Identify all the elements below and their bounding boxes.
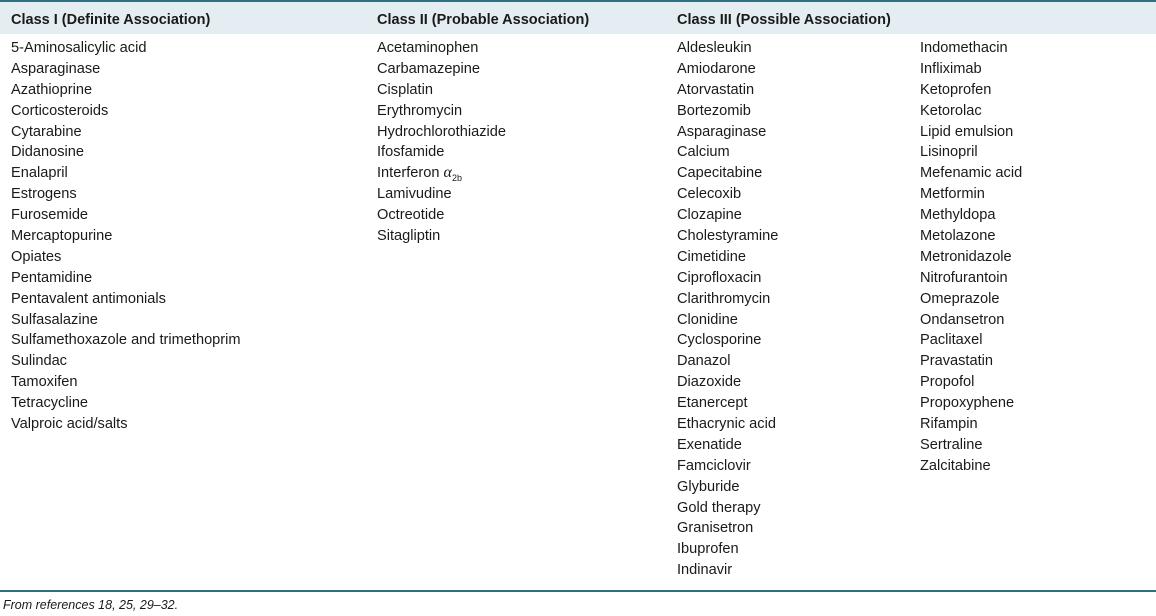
drug-name: Zalcitabine: [920, 457, 991, 474]
drug-list-item: [677, 289, 778, 310]
drug-list-item: [677, 518, 778, 539]
drug-name: Propofol: [920, 374, 975, 391]
drug-list-item: [677, 205, 778, 226]
drug-name: Rifampin: [920, 416, 978, 433]
drug-list-item: [377, 101, 506, 122]
drug-name: Didanosine: [11, 144, 85, 161]
drug-list-item: [677, 477, 778, 498]
drug-name: Ketorolac: [920, 102, 982, 119]
drug-list-item: [11, 184, 241, 205]
drug-name: Omeprazole: [920, 290, 1000, 307]
drug-list-item: [377, 142, 506, 163]
drug-list-item: [920, 122, 1022, 143]
drug-name: Clonidine: [677, 311, 738, 328]
drug-list-item: [11, 247, 241, 268]
drug-name: Sulindac: [11, 353, 67, 370]
drug-name: Indinavir: [677, 562, 733, 579]
drug-name: Ifosfamide: [377, 144, 445, 161]
header-class-3: Class III (Possible Association): [677, 12, 891, 28]
drug-list-item: [677, 560, 778, 581]
drug-list-item: [11, 80, 241, 101]
drug-name: Paclitaxel: [920, 332, 983, 349]
drug-list-item: [377, 59, 506, 80]
drug-list-item: [11, 101, 241, 122]
drug-name: Atorvastatin: [677, 81, 755, 98]
drug-list-item: [11, 122, 241, 143]
drug-list-item: [377, 38, 506, 59]
table-header-row: [0, 2, 1156, 34]
drug-list-item: [677, 539, 778, 560]
drug-list-item: [920, 456, 1022, 477]
header-class-1: Class I (Definite Association): [11, 12, 211, 28]
drug-name: Cyclosporine: [677, 332, 762, 349]
drug-name: Infliximab: [920, 60, 982, 77]
drug-list-item: [920, 268, 1022, 289]
drug-name: Ondansetron: [920, 311, 1005, 328]
drug-list-item: [677, 330, 778, 351]
drug-name: Cytarabine: [11, 123, 82, 140]
drug-name: Metronidazole: [920, 248, 1012, 265]
drug-list-item: [11, 59, 241, 80]
drug-name: Clozapine: [677, 207, 742, 224]
drug-name: Etanercept: [677, 395, 748, 412]
drug-name: 5-Aminosalicylic acid: [11, 40, 147, 56]
drug-name: Ethacrynic acid: [677, 416, 776, 433]
drug-list-item: [11, 226, 241, 247]
drug-name: Cisplatin: [377, 81, 433, 98]
drug-list-item: [377, 205, 506, 226]
drug-list-item: [677, 80, 778, 101]
drug-name: Valproic acid/salts: [11, 416, 128, 433]
drug-name: Tetracycline: [11, 395, 89, 412]
drug-list-item: [677, 59, 778, 80]
drug-name: Nitrofurantoin: [920, 269, 1008, 286]
drug-name: Carbamazepine: [377, 60, 481, 77]
drug-list-item: [920, 351, 1022, 372]
drug-name: Sulfasalazine: [11, 311, 98, 328]
drug-name: Pentamidine: [11, 269, 93, 286]
drug-name: Capecitabine: [677, 165, 763, 182]
drug-list-item: [11, 205, 241, 226]
drug-list-item: [11, 142, 241, 163]
drug-name: Hydrochlorothiazide: [377, 123, 506, 140]
class-1-drug-list: [11, 38, 241, 435]
drug-name: Acetaminophen: [377, 40, 479, 56]
drug-list-item: [677, 247, 778, 268]
drug-name: Erythromycin: [377, 102, 463, 119]
drug-list-item: [920, 289, 1022, 310]
drug-name: Pentavalent antimonials: [11, 290, 166, 307]
class-3-drug-list-left: [677, 38, 778, 581]
drug-list-item: [677, 122, 778, 143]
drug-name: Furosemide: [11, 207, 89, 224]
drug-name: Cholestyramine: [677, 228, 779, 245]
drug-list-item: [11, 289, 241, 310]
drug-name: Glyburide: [677, 478, 740, 495]
drug-list-item: [11, 393, 241, 414]
drug-name: Cimetidine: [677, 248, 746, 265]
drug-list-item: [677, 498, 778, 519]
drug-list-item: [377, 226, 506, 247]
drug-name: Metformin: [920, 186, 985, 203]
drug-list-item: [677, 101, 778, 122]
interferon-subscript: 2b: [451, 173, 462, 184]
drug-name: Gold therapy: [677, 499, 761, 516]
drug-name: Aldesleukin: [677, 40, 752, 56]
drug-name: Lipid emulsion: [920, 123, 1014, 140]
drug-list-item: [920, 226, 1022, 247]
drug-list-item: [677, 372, 778, 393]
drug-list-item: [11, 372, 241, 393]
drug-list-item: [677, 184, 778, 205]
drug-list-item: [377, 184, 506, 205]
drug-list-item: [11, 310, 241, 331]
table-bottom-rule: [0, 590, 1156, 592]
drug-list-item: [920, 372, 1022, 393]
drug-name: Methyldopa: [920, 207, 996, 224]
drug-name: Tamoxifen: [11, 374, 78, 391]
drug-name: Indomethacin: [920, 40, 1008, 56]
drug-name: Azathioprine: [11, 81, 93, 98]
drug-list-item: [677, 456, 778, 477]
drug-list-item: [677, 310, 778, 331]
drug-list-item: [677, 435, 778, 456]
drug-name: Pravastatin: [920, 353, 994, 370]
drug-name: Clarithromycin: [677, 290, 771, 307]
drug-name: Mercaptopurine: [11, 228, 113, 245]
drug-name: Lamivudine: [377, 186, 452, 203]
drug-list-item: [920, 393, 1022, 414]
drug-name: Celecoxib: [677, 186, 742, 203]
drug-list-item: [377, 80, 506, 101]
drug-list-item: [677, 142, 778, 163]
drug-list-item: [920, 330, 1022, 351]
drug-name: Sitagliptin: [377, 228, 441, 245]
drug-name: Bortezomib: [677, 102, 751, 119]
drug-list-item: [11, 268, 241, 289]
drug-name: Interferon: [377, 165, 440, 182]
drug-list-item: [920, 59, 1022, 80]
drug-list-item: [677, 38, 778, 59]
drug-name: Opiates: [11, 248, 62, 265]
drug-name: Famciclovir: [677, 457, 751, 474]
drug-list-item: [377, 163, 506, 184]
drug-name: Ibuprofen: [677, 541, 739, 558]
drug-list-item: [920, 435, 1022, 456]
drug-list-item: [920, 205, 1022, 226]
drug-name: Asparaginase: [11, 60, 101, 77]
drug-name: Sertraline: [920, 436, 983, 453]
drug-list-item: [920, 142, 1022, 163]
drug-list-item: [11, 414, 241, 435]
class-3-drug-list-right: [920, 38, 1022, 477]
drug-name: Lisinopril: [920, 144, 978, 161]
drug-name: Diazoxide: [677, 374, 742, 391]
drug-name: Propoxyphene: [920, 395, 1015, 412]
drug-list-item: [11, 351, 241, 372]
drug-name: Enalapril: [11, 165, 68, 182]
drug-name: Exenatide: [677, 436, 742, 453]
drug-name: Sulfamethoxazole and trimethoprim: [11, 332, 241, 349]
drug-name: Octreotide: [377, 207, 445, 224]
drug-list-item: [11, 38, 241, 59]
drug-name: Metolazone: [920, 228, 996, 245]
drug-list-item: [677, 393, 778, 414]
drug-name: Danazol: [677, 353, 731, 370]
drug-list-item: [920, 184, 1022, 205]
drug-name: Corticosteroids: [11, 102, 109, 119]
drug-name: Amiodarone: [677, 60, 756, 77]
drug-list-item: [677, 268, 778, 289]
drug-name: Estrogens: [11, 186, 77, 203]
drug-list-item: [677, 351, 778, 372]
drug-list-item: [920, 101, 1022, 122]
drug-list-item: [920, 80, 1022, 101]
drug-name: Mefenamic acid: [920, 165, 1023, 182]
drug-list-item: [677, 414, 778, 435]
drug-list-item: [920, 414, 1022, 435]
drug-list-item: [920, 38, 1022, 59]
drug-list-item: [11, 330, 241, 351]
drug-name: Granisetron: [677, 520, 754, 537]
header-class-2: Class II (Probable Association): [377, 12, 590, 28]
drug-list-item: [920, 163, 1022, 184]
class-2-drug-list: [377, 38, 506, 247]
drug-name: Ketoprofen: [920, 81, 992, 98]
drug-list-item: [677, 163, 778, 184]
drug-list-item: [920, 247, 1022, 268]
table-footnote: From references 18, 25, 29–32.: [3, 598, 179, 612]
drug-list-item: [677, 226, 778, 247]
drug-list-item: [377, 122, 506, 143]
drug-list-item: [11, 163, 241, 184]
drug-list-item: [920, 310, 1022, 331]
drug-name: Calcium: [677, 144, 730, 161]
drug-name: Ciprofloxacin: [677, 269, 762, 286]
drug-name: Asparaginase: [677, 123, 767, 140]
interferon-alpha-symbol: α: [443, 164, 452, 182]
